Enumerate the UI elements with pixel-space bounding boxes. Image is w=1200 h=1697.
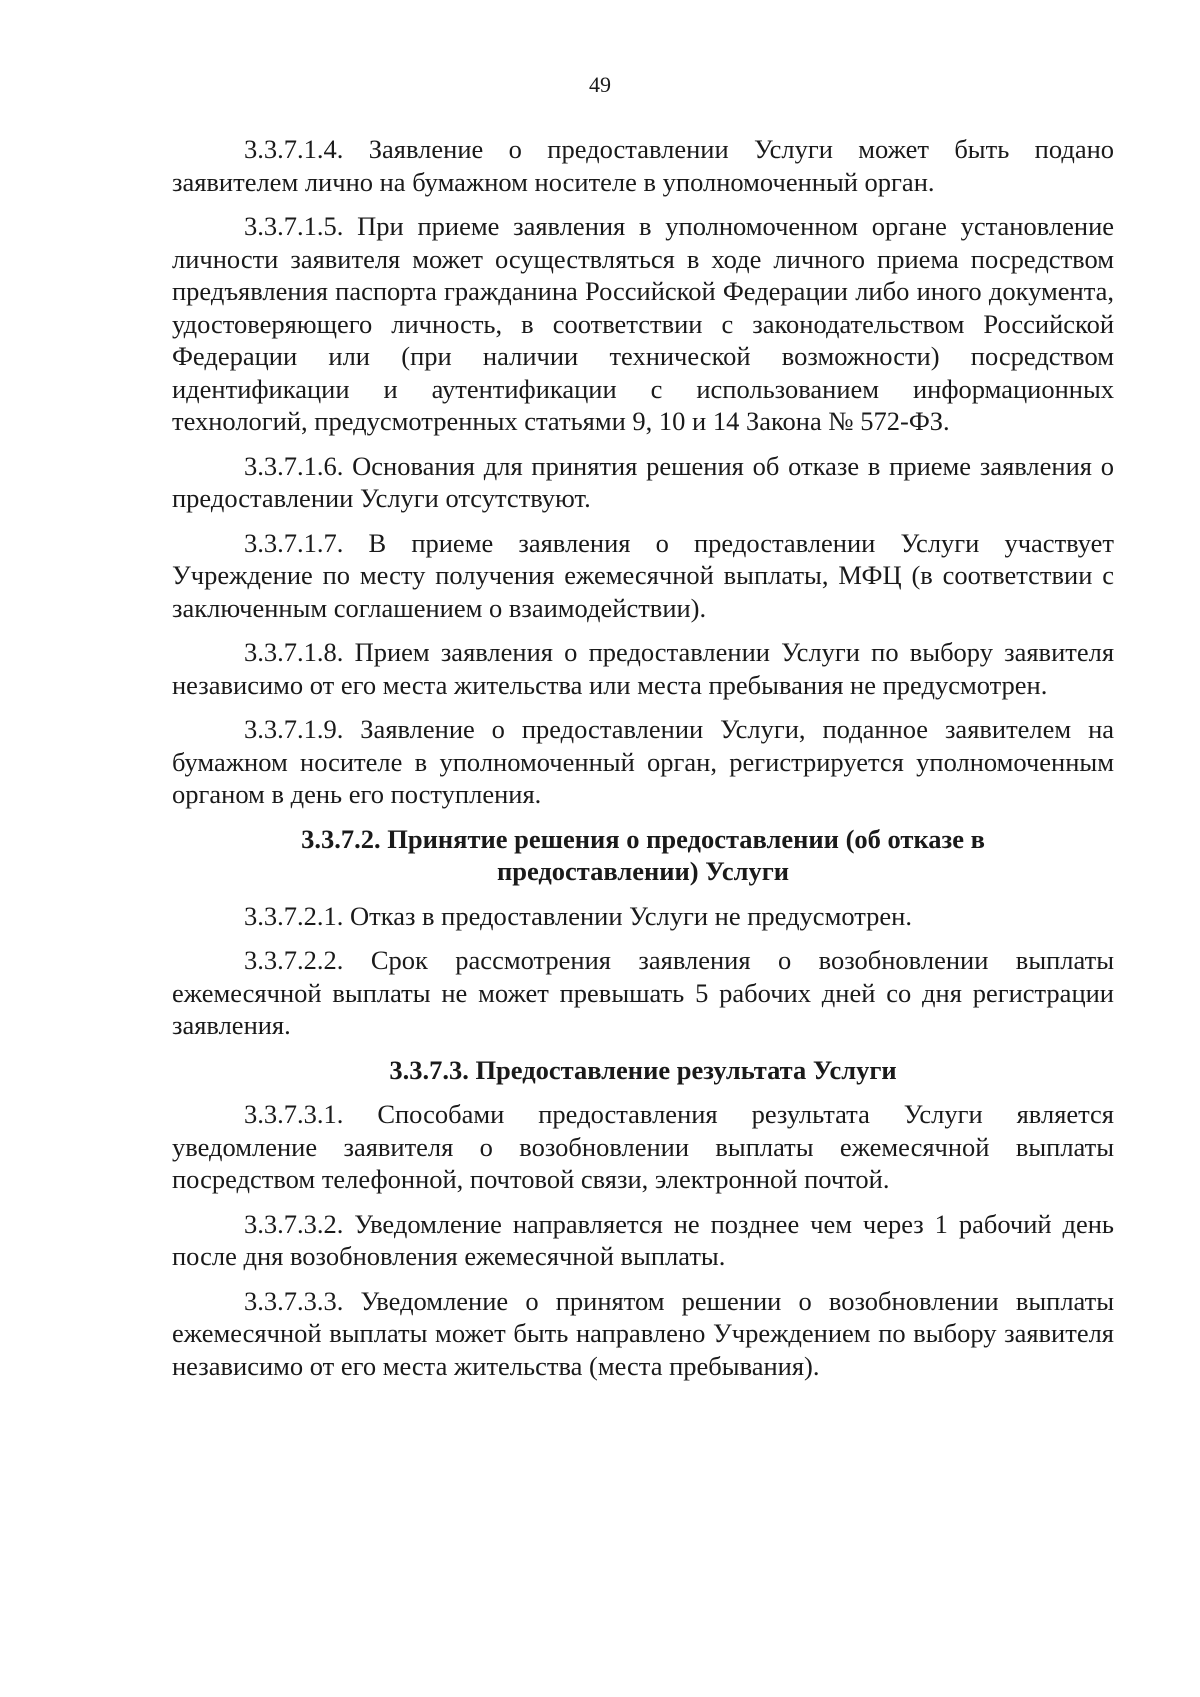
- clause-number: 3.3.7.3.2.: [244, 1208, 344, 1239]
- clause-number: 3.3.7.3.3.: [244, 1285, 344, 1316]
- paragraph-3-3-7-3-1: [172, 1098, 1114, 1196]
- clause-text: Отказ в предоставлении Услуги не предусмотрен.: [350, 900, 912, 931]
- paragraph-3-3-7-3-3: [172, 1285, 1114, 1383]
- clause-number: 3.3.7.2.1.: [244, 900, 344, 931]
- clause-text: Срок рассмотрения заявления о возобновлении выплаты ежемесячной выплаты не может превышать 5 рабочих дней со дня регистрации заявления.: [172, 945, 1114, 1040]
- paragraph-3-3-7-1-5: [172, 210, 1114, 438]
- clause-number: 3.3.7.1.4.: [244, 134, 344, 164]
- document-body: [172, 133, 1114, 1394]
- clause-text: Заявление о предоставлении Услуги, поданное заявителем на бумажном носителе в уполномоченный орган, регистрируется уполномоченным органом в день его поступления.: [172, 714, 1115, 809]
- paragraph-3-3-7-1-7: [172, 527, 1114, 625]
- clause-number: 3.3.7.1.9.: [244, 714, 344, 744]
- paragraph-3-3-7-2-1: [172, 900, 1114, 933]
- section-heading-3-3-7-2: [172, 823, 1114, 888]
- clause-text: Прием заявления о предоставлении Услуги по выбору заявителя независимо от его места жительства или места пребывания не предусмотрен.: [172, 637, 1115, 700]
- heading-line-2: предоставлении) Услуги: [496, 856, 790, 886]
- paragraph-3-3-7-1-8: [172, 636, 1114, 701]
- clause-text: В приеме заявления о предоставлении Услуги участвует Учреждение по месту получения ежемесячной выплаты, МФЦ (в соответствии с заключенным соглашением о взаимодействии).: [172, 527, 1115, 623]
- page-number: 49: [589, 72, 611, 97]
- clause-number: 3.3.7.1.8.: [244, 637, 344, 667]
- clause-text: Основания для принятия решения об отказе в приеме заявления о предоставлении Услуги отсутствуют.: [172, 450, 1115, 513]
- clause-number: 3.3.7.2.2.: [244, 945, 344, 975]
- clause-text: Способами предоставления результата Услуги является уведомление заявителя о возобновлении выплаты ежемесячной выплаты посредством телефонной, почтовой связи, электронной почтой.: [172, 1099, 1114, 1194]
- heading-line-1: 3.3.7.3. Предоставление результата Услуги: [389, 1054, 897, 1085]
- paragraph-3-3-7-1-6: [172, 450, 1114, 515]
- paragraph-3-3-7-3-2: [172, 1208, 1114, 1273]
- clause-number: 3.3.7.1.7.: [244, 527, 344, 558]
- section-heading-3-3-7-3: [172, 1054, 1114, 1087]
- clause-text: Уведомление направляется не позднее чем через 1 рабочий день после дня возобновления ежемесячной выплаты.: [172, 1208, 1115, 1271]
- clause-text: При приеме заявления в уполномоченном органе установление личности заявителя может осуществляться в ходе личного приема посредством предъявления паспорта гражданина Российской Федерации либо иного документа, удостоверяющего личность, в соответствии с законодательством Российской Федерации или (при наличии технической возможности) посредством идентификации и аутентификации с использованием информационных технологий, предусмотренных статьями 9, 10 и 14 Закона № 572-ФЗ.: [172, 211, 1115, 436]
- paragraph-3-3-7-1-9: [172, 713, 1114, 811]
- heading-line-1: 3.3.7.2. Принятие решения о предоставлении (об отказе в: [301, 823, 985, 854]
- clause-text: Заявление о предоставлении Услуги может быть подано заявителем лично на бумажном носителе в уполномоченный орган.: [172, 134, 1115, 197]
- paragraph-3-3-7-1-4: [172, 133, 1114, 198]
- clause-number: 3.3.7.3.1.: [244, 1099, 344, 1129]
- paragraph-3-3-7-2-2: [172, 944, 1114, 1042]
- clause-number: 3.3.7.1.6.: [244, 450, 344, 481]
- clause-text: Уведомление о принятом решении о возобновлении выплаты ежемесячной выплаты может быть направлено Учреждением по выбору заявителя независимо от его места жительства (места пребывания).: [172, 1285, 1114, 1381]
- clause-number: 3.3.7.1.5.: [244, 211, 344, 241]
